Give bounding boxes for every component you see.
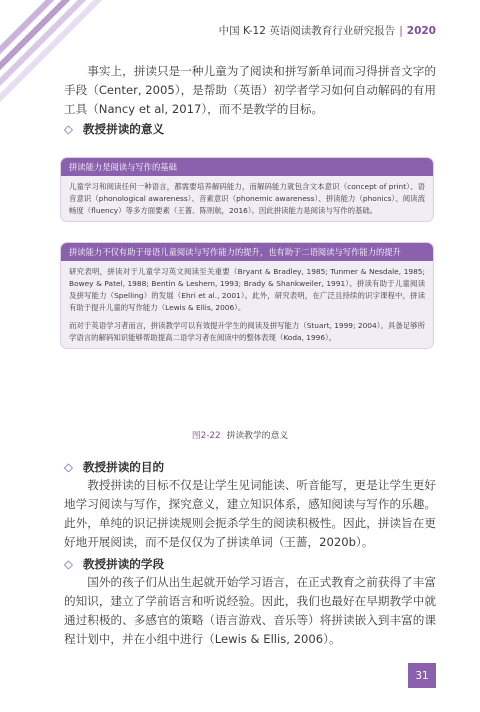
box-foundation-title: 拼读能力是阅读与写作的基础 <box>61 158 433 176</box>
report-year: 2020 <box>406 25 436 37</box>
figure-caption <box>0 428 480 441</box>
header-separator: | <box>399 25 403 37</box>
heading-stage <box>64 556 164 572</box>
diamond-icon: ◇ <box>64 122 73 136</box>
figure-box-second-language <box>60 242 434 349</box>
figure-caption-text: 拼读教学的意义 <box>226 431 289 441</box>
figure-box-foundation <box>60 157 434 222</box>
box-second-language-body <box>61 261 433 348</box>
heading-goal-text: 教授拼读的目的 <box>82 460 165 474</box>
diamond-icon: ◇ <box>64 460 73 474</box>
intro-paragraph: 事实上，拼读只是一种儿童为了阅读和拼写新单词而习得拼音文字的手段（Center, 2005），是帮助（英语）初学者学习如何自动解码的有用工具（Nancy et al, 2017），而不是教学的目标。 <box>64 64 436 116</box>
figure-number: 图2-22 <box>191 431 221 441</box>
box-second-language-title: 拼读能力不仅有助于母语儿童阅读与写作能力的提升，也有助于二语阅读与写作能力的提升 <box>61 243 433 261</box>
box-foundation-text: 儿童学习和阅读任何一种语言，都需要培养解码能力，而解码能力就包含文本意识（concept of print）、语音意识（phonological awareness）、音素意识（phonemic awareness）、拼读能力（phonics）、阅读流畅度（fluency）等多方面要素（王蔷、陈则航，2016）。因此拼读能力是阅读与写作的基础。 <box>69 182 425 215</box>
diamond-icon: ◇ <box>64 557 73 571</box>
heading-meaning <box>64 121 164 137</box>
heading-meaning-text: 教授拼读的意义 <box>82 122 165 136</box>
report-title: 中国 K-12 英语阅读教育行业研究报告 <box>218 25 396 37</box>
box-second-language-text-2: 而对于英语学习者而言，拼读教学可以有效提升学生的阅读及拼写能力（Stuart, 1999; 2004）。具备足够所学语言的解码知识能够帮助提高二语学习者在阅读中的整体表现（Koda, 1996）。 <box>69 321 425 342</box>
heading-goal <box>64 459 164 475</box>
goal-paragraph: 教授拼读的目标不仅是让学生见词能读、听音能写，更是让学生更好地学习阅读与写作，探究意义，建立知识体系，感知阅读与写作的乐趣。此外，单纯的识记拼读规则会扼杀学生的阅读积极性。因此，拼读旨在更好地开展阅读，而不是仅仅为了拼读单词（王蔷，2020b）。 <box>64 478 436 549</box>
stage-paragraph: 国外的孩子们从出生起就开始学习语言，在正式教育之前获得了丰富的知识，建立了学前语言和听说经验。因此，我们也最好在早期教学中就通过积极的、多感官的策略（语言游戏、音乐等）将拼读嵌入到丰富的课程计划中，并在小组中进行（Lewis & Ellis, 2006）。 <box>64 575 436 646</box>
running-header <box>219 23 436 38</box>
page-number: 31 <box>408 663 436 688</box>
box-second-language-text-1: 研究表明，拼读对于儿童学习英文阅读至关重要（Bryant & Bradley, 1985; Tunmer & Nesdale, 1985; Bowey & Patel, 1988; Bentin & Leshem, 1993; Brady & Shankweiler, 1991）。拼读有助于儿童阅读及拼写能力（Spelling）的发展（Ehri et al., 2001）。此外，研究表明，在广泛且持续的识字课程中，拼读有助于提升儿童的写作能力（Lewis & Ellis, 2006）。 <box>69 267 425 312</box>
heading-stage-text: 教授拼读的学段 <box>82 557 165 571</box>
box-foundation-body <box>61 176 433 221</box>
